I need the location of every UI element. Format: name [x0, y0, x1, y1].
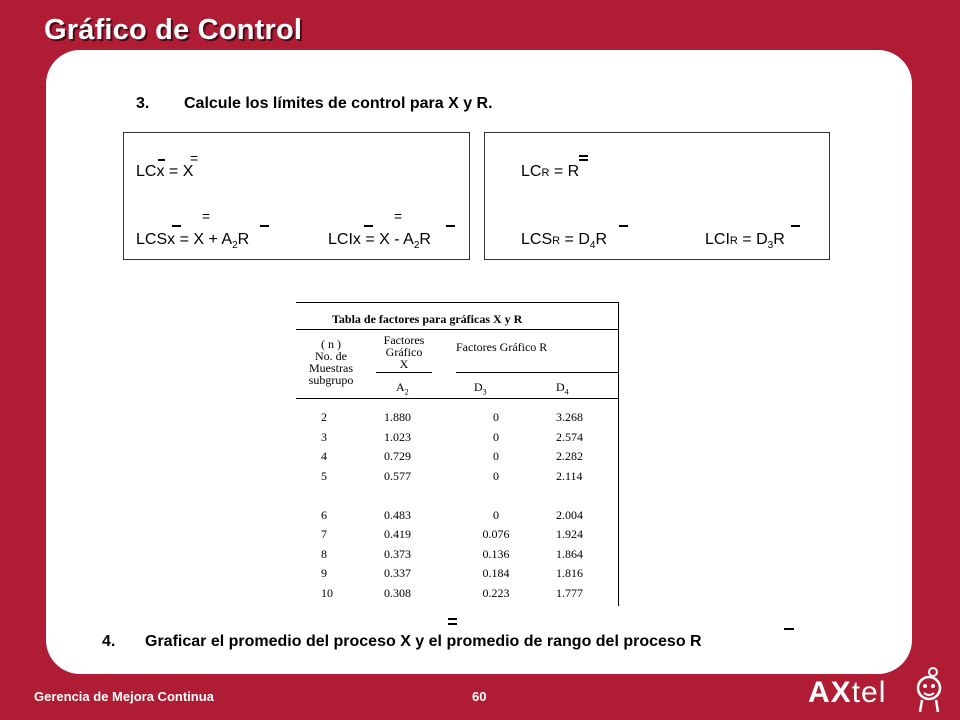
lc-r-formula: [521, 163, 579, 181]
d3-values: [472, 408, 520, 603]
n-column-header: [298, 338, 364, 386]
a2-values: [384, 408, 411, 603]
lc-r-prefix: LC: [521, 163, 542, 180]
lci-x-formula: [328, 231, 431, 251]
lcs-r-formula: [521, 231, 607, 251]
d4-value: 2.004: [556, 507, 583, 522]
n-values: [321, 408, 333, 603]
n-value: 3: [321, 429, 327, 444]
step-3-number: 3.: [136, 95, 150, 112]
d4-label: D: [556, 380, 565, 394]
d3-sub: 3: [482, 387, 487, 397]
step-3: [136, 95, 493, 113]
d4-value: 1.777: [556, 585, 583, 600]
d4-value: 1.816: [556, 566, 583, 580]
n-value: 5: [321, 468, 327, 483]
d3-label: D: [474, 380, 483, 394]
d3-value: 0.223: [482, 585, 510, 600]
d4-sub: 4: [564, 387, 569, 397]
row-spacer: [321, 486, 333, 506]
a2-value: 0.419: [384, 527, 411, 541]
d3-value: 0.076: [482, 527, 510, 541]
d4-values: [556, 408, 583, 603]
step-4-text: Graficar el promedio del proceso X y el promedio de rango del proceso R: [145, 633, 702, 650]
d3-value: 0: [493, 468, 499, 483]
n-value: 10: [321, 585, 333, 600]
lci-r-tail: R: [773, 231, 785, 248]
logo-rest: tel: [851, 676, 887, 709]
lc-r-suffix: = R: [549, 163, 580, 180]
lci-x-tail: R: [419, 231, 431, 248]
n-header-line-4: subgrupo: [308, 373, 354, 387]
lci-r-mid: = D: [737, 231, 768, 248]
n-value: 4: [321, 449, 327, 463]
n-header-line-2: No. de: [315, 349, 347, 363]
n-value: 9: [321, 566, 327, 580]
n-header-line-3: Muestras: [309, 361, 353, 375]
logo-bold: AX: [808, 676, 852, 709]
lcs-r-prefix: LCS: [521, 231, 553, 248]
axtel-logo: [808, 676, 886, 710]
a2-header: [396, 380, 409, 396]
d4-value: 1.864: [556, 546, 583, 561]
footer-page-number: 60: [472, 689, 487, 704]
lci-r-prefix: LCI: [705, 231, 730, 248]
lci-x-sub: 2: [413, 240, 420, 252]
d4-header: [556, 380, 569, 396]
factors-table: [296, 302, 620, 606]
lc-r-sub: R: [541, 167, 550, 179]
row-spacer: [556, 486, 583, 506]
lcs-r-mid: = D: [560, 231, 590, 248]
slide-title: Gráfico de Control: [44, 14, 303, 46]
r-factors-header: Factores Gráfico R: [456, 340, 548, 354]
r-limits-box: [484, 132, 830, 260]
d3-value: 0: [493, 507, 499, 522]
x-factors-header: [374, 334, 434, 370]
lci-x-text: LCIx = X - A: [328, 231, 414, 248]
d3-value: 0: [493, 449, 499, 463]
x-limits-box: = LCx = X = LCSx = $X + A_2R$ = LCIx = X - $A_2R$: [123, 132, 470, 260]
d4-value: 2.114: [556, 468, 583, 483]
lcs-r-sub: R: [552, 235, 561, 247]
step-4-number: 4.: [102, 633, 116, 650]
a2-value: 0.483: [384, 507, 411, 522]
footer-department: Gerencia de Mejora Continua: [34, 689, 214, 704]
lci-r-formula: [705, 231, 785, 251]
lcs-x-tail: R: [237, 231, 250, 248]
lci-r-num: 3: [767, 240, 774, 252]
x-header-line-3: X: [399, 357, 409, 371]
d3-header: [474, 380, 487, 396]
d3-value: 0.136: [482, 546, 510, 561]
n-value: 8: [321, 546, 327, 561]
a2-value: 0.729: [384, 449, 411, 463]
d4-value: 2.282: [556, 449, 583, 463]
d3-value: 0: [493, 410, 499, 424]
x-header-line-1: Factores: [383, 333, 425, 347]
lcs-x-formula: [136, 231, 249, 251]
lc-x-formula: LCx = X: [136, 163, 194, 180]
a2-value: 1.023: [384, 429, 411, 444]
n-header-line-1: ( n ): [321, 337, 341, 351]
a2-value: 1.880: [384, 410, 411, 424]
step-3-text: Calcule los límites de control para X y R.: [184, 95, 493, 112]
step-4: [102, 633, 702, 651]
a2-value: 0.577: [384, 468, 411, 483]
lcs-r-num: 4: [589, 240, 596, 252]
n-value: 2: [321, 410, 327, 424]
lci-r-sub: R: [729, 235, 738, 247]
n-value: 6: [321, 507, 327, 522]
a2-label: A: [396, 380, 405, 394]
x-header-line-2: Gráfico: [385, 345, 423, 359]
a2-value: 0.373: [384, 546, 411, 561]
a2-value: 0.308: [384, 585, 411, 600]
table-title: Tabla de factores para gráficas X y R: [332, 312, 523, 326]
d3-value: 0.184: [482, 566, 510, 580]
slide-panel: [46, 50, 912, 674]
a2-sub: 2: [404, 387, 409, 397]
row-spacer: [384, 486, 411, 506]
row-spacer: [472, 486, 520, 506]
d4-value: 1.924: [556, 527, 583, 541]
a2-value: 0.337: [384, 566, 411, 580]
lcs-x-text: LCSx = X + A: [136, 231, 233, 248]
robot-mascot-icon: [914, 666, 944, 714]
lcs-x-sub: 2: [232, 240, 238, 252]
d4-value: 3.268: [556, 410, 583, 424]
lcs-r-tail: R: [595, 231, 607, 248]
d4-value: 2.574: [556, 429, 583, 444]
n-value: 7: [321, 527, 327, 541]
d3-value: 0: [493, 429, 499, 444]
